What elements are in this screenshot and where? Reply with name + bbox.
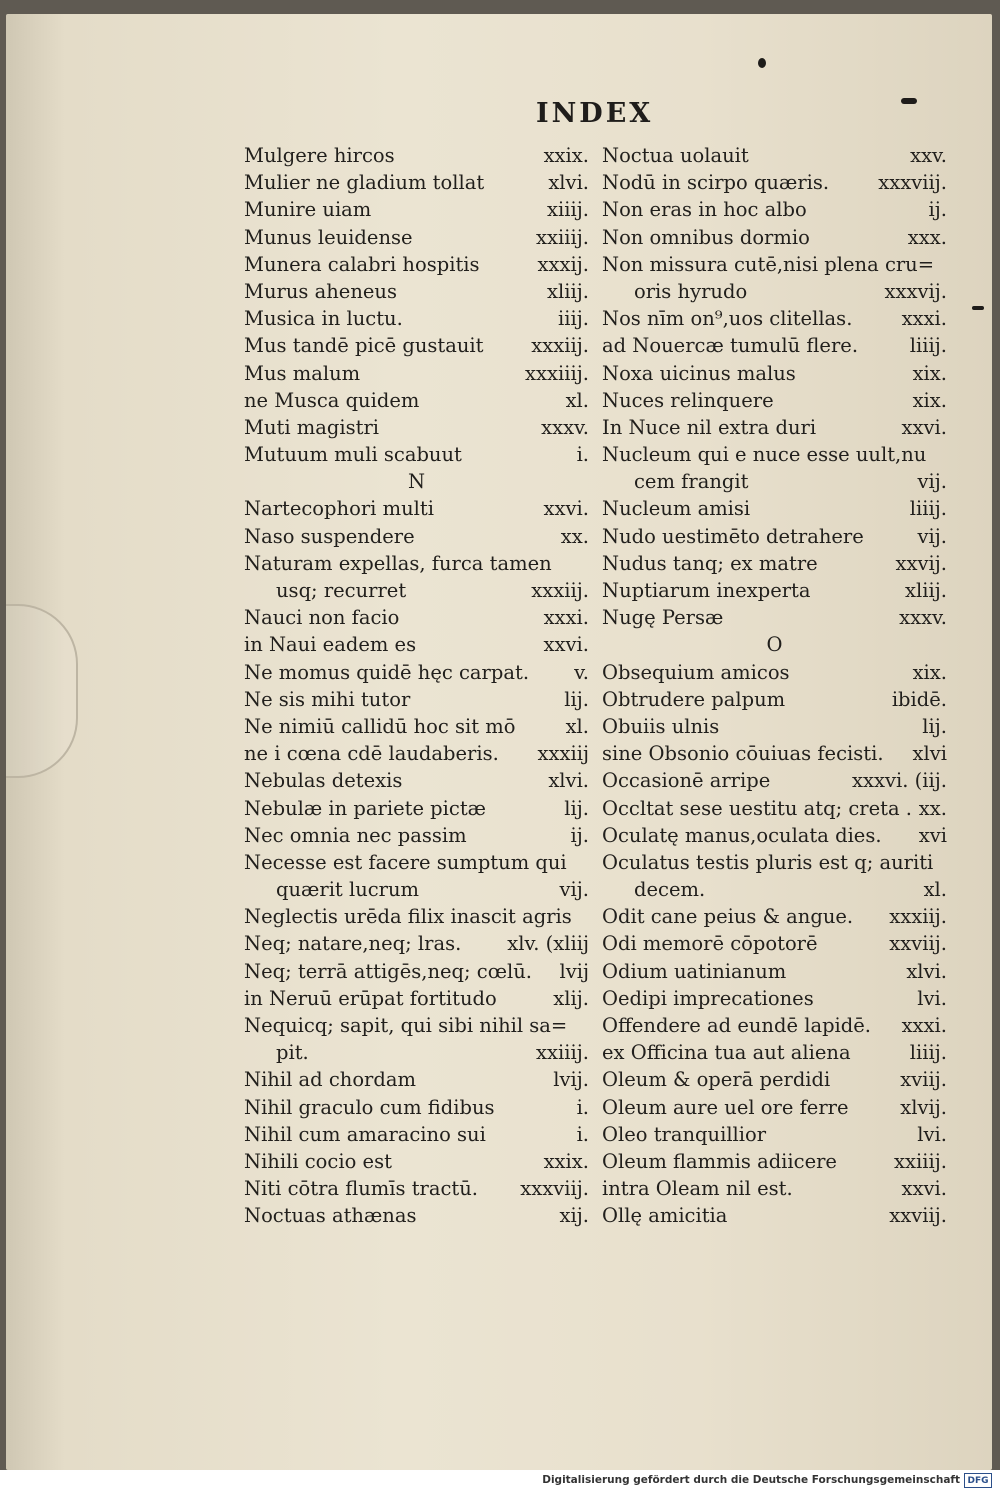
index-entry	[244, 659, 589, 686]
entry-reference: xx.	[918, 796, 947, 820]
entry-reference: iiij.	[558, 307, 589, 331]
entry-reference: xxvi.	[901, 415, 947, 439]
index-entry	[244, 849, 589, 876]
entry-text: ne i cœna cdē laudaberis.	[244, 742, 499, 766]
entry-reference: xxx.	[907, 225, 947, 249]
entry-reference: lij.	[922, 714, 947, 738]
index-entry	[602, 876, 947, 903]
entry-reference: xxviij.	[889, 932, 947, 956]
entry-text: Nihil graculo cum fidibus	[244, 1095, 495, 1119]
index-entry	[244, 876, 589, 903]
entry-text: Odit cane peius & angue.	[602, 905, 854, 929]
entry-text: Non eras in hoc albo	[602, 198, 807, 222]
entry-reference: xxvi.	[901, 1177, 947, 1201]
entry-reference: xlvij.	[900, 1095, 947, 1119]
entry-text: Nudo uestimēto detrahere	[602, 524, 864, 548]
entry-reference: xxxv.	[541, 415, 589, 439]
entry-text: Oleum aure uel ore ferre	[602, 1095, 849, 1119]
index-entry	[602, 305, 947, 332]
entry-text: Offendere ad eundē lapidē.	[602, 1014, 872, 1037]
index-entry	[244, 958, 589, 985]
index-entry	[602, 903, 947, 930]
section-letter	[602, 631, 947, 658]
index-entry	[244, 360, 589, 387]
index-entry	[244, 767, 589, 794]
entry-text: in Neruū erūpat fortitudo	[244, 986, 497, 1010]
book-page	[6, 14, 992, 1470]
entry-text: Obsequium amicos	[602, 660, 790, 684]
entry-text: Nucleum amisi	[602, 497, 751, 521]
index-entry	[602, 713, 947, 740]
entry-text: N	[407, 470, 426, 494]
index-entry	[602, 1202, 947, 1229]
index-entry	[244, 196, 589, 223]
index-entry	[244, 523, 589, 550]
index-entry	[602, 414, 947, 441]
entry-text: Nodū in scirpo quæris.	[602, 171, 830, 195]
entry-reference: xxxiiij.	[525, 361, 589, 385]
index-entry	[602, 740, 947, 767]
entry-text: Ne sis mihi tutor	[244, 687, 411, 711]
entry-reference: xlvi.	[548, 171, 589, 195]
entry-reference: xvi	[918, 823, 947, 847]
entry-reference: xxxvi. (iij.	[852, 769, 947, 793]
index-entry	[602, 169, 947, 196]
entry-reference: xviij.	[900, 1068, 947, 1092]
entry-text: sine Obsonio cōuiuas fecisti.	[602, 742, 884, 766]
entry-text: Naturam expellas, furca tamen	[244, 551, 552, 575]
index-entry	[244, 930, 589, 957]
entry-text: Mus malum	[244, 361, 361, 385]
entry-reference: xix.	[912, 388, 947, 412]
entry-text: Murus aheneus	[244, 279, 398, 303]
index-entry	[602, 1066, 947, 1093]
entry-text: ex Officina tua aut aliena	[602, 1041, 851, 1065]
entry-reference: vij.	[917, 524, 947, 548]
index-entry	[244, 441, 589, 468]
index-entry	[244, 251, 589, 278]
entry-text: Mulgere hircos	[244, 144, 395, 167]
entry-reference: xix.	[912, 660, 947, 684]
entry-reference: xij.	[559, 1204, 589, 1228]
entry-text: Mus tandē picē gustauit	[244, 334, 484, 358]
index-entry	[602, 224, 947, 251]
index-entry	[244, 1039, 589, 1066]
entry-reference: xxxiij	[537, 742, 589, 766]
entry-reference: xxxi.	[901, 307, 947, 331]
entry-text: Nauci non facio	[244, 606, 400, 630]
entry-text: Nihil cum amaracino sui	[244, 1122, 486, 1146]
index-entry	[602, 251, 947, 278]
ink-spot	[758, 58, 766, 68]
entry-reference: xxiiij.	[536, 1041, 589, 1065]
entry-text: Oleum & operā perdidi	[602, 1068, 831, 1092]
index-entry	[602, 985, 947, 1012]
entry-text: Nucleum qui e nuce esse uult,nu	[602, 443, 927, 467]
entry-text: usq; recurret	[276, 579, 407, 602]
index-entry	[244, 795, 589, 822]
index-entry	[244, 1175, 589, 1202]
entry-text: quærit lucrum	[276, 878, 420, 902]
index-entry	[602, 196, 947, 223]
entry-reference: xl.	[923, 878, 947, 902]
entry-reference: i.	[576, 1095, 589, 1119]
entry-text: Nihil ad chordam	[244, 1068, 416, 1092]
entry-reference: xlvi	[912, 742, 947, 766]
running-head: INDEX	[536, 98, 654, 129]
entry-reference: xxviij.	[889, 1204, 947, 1228]
index-column-right	[602, 142, 947, 1230]
index-entry	[244, 631, 589, 658]
entry-reference: xxxij.	[537, 252, 589, 276]
entry-text: Non omnibus dormio	[602, 225, 810, 249]
entry-reference: lij.	[564, 687, 589, 711]
entry-text: Obtrudere palpum	[602, 687, 786, 711]
index-entry	[602, 930, 947, 957]
section-letter	[244, 468, 589, 495]
index-entry	[244, 577, 589, 604]
entry-text: intra Oleam nil est.	[602, 1177, 793, 1201]
entry-reference: liiij.	[909, 1041, 947, 1065]
entry-text: Odi memorē cōpotorē	[602, 932, 818, 956]
entry-text: Musica in luctu.	[244, 307, 403, 331]
entry-reference: lvi.	[917, 986, 947, 1010]
entry-reference: xlvi.	[548, 769, 589, 793]
entry-text: Ollę amicitia	[602, 1204, 728, 1228]
entry-reference: xxxi.	[543, 606, 589, 630]
entry-reference: xxix.	[543, 144, 589, 167]
index-entry	[602, 1094, 947, 1121]
entry-text: Munus leuidense	[244, 225, 413, 249]
entry-text: Niti cōtra flumīs tractū.	[244, 1177, 479, 1201]
entry-text: Nartecophori multi	[244, 497, 434, 521]
index-entry	[244, 278, 589, 305]
dfg-logo: DFG	[964, 1473, 992, 1488]
ink-spot	[972, 306, 984, 310]
entry-reference: xl.	[565, 714, 589, 738]
index-entry	[602, 767, 947, 794]
index-entry	[602, 360, 947, 387]
page-tab	[6, 604, 78, 778]
entry-text: Mutuum muli scabuut	[244, 443, 462, 467]
index-entry	[244, 903, 589, 930]
index-entry	[244, 169, 589, 196]
entry-reference: ibidē.	[891, 687, 947, 711]
index-entry	[602, 468, 947, 495]
entry-text: Occltat sese uestitu atq; creta .	[602, 796, 912, 820]
index-entry	[244, 332, 589, 359]
entry-text: Oleum flammis adiicere	[602, 1149, 837, 1173]
entry-text: Oculatus testis pluris est q; auriti	[602, 850, 934, 874]
index-entry	[244, 305, 589, 332]
entry-text: Noctuas athænas	[244, 1204, 417, 1228]
entry-text: Ne nimiū callidū hoc sit mō	[244, 714, 516, 738]
index-entry	[244, 142, 589, 169]
entry-text: Nebulæ in pariete pictæ	[244, 796, 486, 820]
index-entry	[244, 495, 589, 522]
index-entry	[244, 224, 589, 251]
entry-text: pit.	[276, 1041, 309, 1065]
entry-text: Noxa uicinus malus	[602, 361, 796, 385]
entry-reference: xxvi.	[543, 633, 589, 657]
index-entry	[244, 822, 589, 849]
entry-text: Nihili cocio est	[244, 1149, 392, 1173]
entry-reference: i.	[576, 1122, 589, 1146]
index-entry	[244, 1094, 589, 1121]
entry-text: Mulier ne gladium tollat	[244, 171, 485, 195]
entry-reference: xxiiij.	[536, 225, 589, 249]
entry-text: Non missura cutē,nisi plena cru=	[602, 252, 935, 276]
entry-text: oris hyrudo	[634, 279, 748, 303]
entry-text: Nudus tanq; ex matre	[602, 551, 818, 575]
entry-reference: lvij.	[553, 1068, 589, 1092]
index-entry	[602, 604, 947, 631]
index-entry	[602, 849, 947, 876]
entry-text: O	[766, 633, 783, 657]
entry-reference: liiij.	[909, 334, 947, 358]
ink-spot	[901, 98, 917, 104]
index-entry	[244, 1012, 589, 1039]
entry-reference: vij.	[559, 878, 589, 902]
entry-text: Ne momus quidē hęc carpat.	[244, 660, 530, 684]
entry-reference: xxxi.	[901, 1014, 947, 1037]
entry-text: Nec omnia nec passim	[244, 823, 467, 847]
entry-text: Noctua uolauit	[602, 144, 749, 167]
index-entry	[244, 686, 589, 713]
index-entry	[602, 142, 947, 169]
index-entry	[602, 1039, 947, 1066]
entry-reference: xlij.	[553, 986, 589, 1010]
entry-text: Neq; terrā attigēs,neq; cœlū.	[244, 959, 533, 983]
entry-text: Muti magistri	[244, 415, 380, 439]
footer-credit: Digitalisierung gefördert durch die Deutsche Forschungsgemeinschaft	[542, 1474, 960, 1486]
entry-text: Oleo tranquillior	[602, 1122, 767, 1146]
entry-text: Odium uatinianum	[602, 959, 787, 983]
entry-text: Neq; natare,neq; lras.	[244, 932, 462, 956]
index-entry	[602, 1148, 947, 1175]
entry-reference: xxxiij.	[531, 579, 589, 602]
entry-reference: i.	[576, 443, 589, 467]
entry-text: Necesse est facere sumptum qui	[244, 850, 567, 874]
index-entry	[602, 278, 947, 305]
entry-text: Nuptiarum inexperta	[602, 579, 811, 602]
entry-reference: xxxvij.	[884, 279, 947, 303]
index-entry	[244, 387, 589, 414]
footer-bar	[0, 1470, 1000, 1492]
index-entry	[602, 958, 947, 985]
entry-reference: xxiiij.	[894, 1149, 947, 1173]
entry-text: Nos nīm on⁹,uos clitellas.	[602, 307, 853, 331]
index-entry	[244, 985, 589, 1012]
entry-reference: v.	[574, 660, 589, 684]
entry-reference: xiiij.	[547, 198, 589, 222]
entry-reference: xxxiij.	[531, 334, 589, 358]
index-entry	[602, 822, 947, 849]
entry-reference: xliij.	[905, 579, 947, 602]
entry-reference: ij.	[570, 823, 589, 847]
entry-reference: lvi.	[917, 1122, 947, 1146]
entry-text: ad Nouercæ tumulū flere.	[602, 334, 859, 358]
entry-text: Neglectis urēda filix inascit agris	[244, 905, 572, 929]
index-entry	[602, 1012, 947, 1039]
index-entry	[602, 550, 947, 577]
entry-reference: liiij.	[909, 497, 947, 521]
index-entry	[602, 795, 947, 822]
entry-reference: xxxviij.	[520, 1177, 589, 1201]
entry-reference: xliij.	[547, 279, 589, 303]
index-entry	[602, 659, 947, 686]
entry-text: Nuces relinquere	[602, 388, 774, 412]
entry-reference: xl.	[565, 388, 589, 412]
index-entry	[602, 577, 947, 604]
entry-text: Nebulas detexis	[244, 769, 403, 793]
entry-reference: ij.	[928, 198, 947, 222]
index-entry	[244, 713, 589, 740]
index-entry	[244, 604, 589, 631]
entry-text: Occasionē arripe	[602, 769, 771, 793]
entry-text: Nugę Persæ	[602, 606, 724, 630]
index-entry	[602, 495, 947, 522]
index-column-left	[244, 142, 589, 1230]
index-entry	[602, 441, 947, 468]
entry-text: decem.	[634, 878, 706, 902]
index-entry	[244, 1121, 589, 1148]
index-entry	[244, 740, 589, 767]
index-entry	[602, 332, 947, 359]
index-entry	[244, 1202, 589, 1229]
entry-reference: xxxiij.	[889, 905, 947, 929]
entry-reference: xix.	[912, 361, 947, 385]
index-entry	[244, 1066, 589, 1093]
entry-reference: xxvij.	[895, 551, 947, 575]
entry-reference: xxvi.	[543, 497, 589, 521]
entry-text: in Naui eadem es	[244, 633, 417, 657]
entry-reference: xxxviij.	[878, 171, 947, 195]
entry-text: Naso suspendere	[244, 524, 415, 548]
entry-reference: lvij	[559, 959, 589, 983]
index-entry	[602, 387, 947, 414]
index-entry	[602, 523, 947, 550]
entry-reference: xlv. (xliij	[507, 932, 589, 956]
index-entry	[602, 686, 947, 713]
entry-reference: vij.	[917, 470, 947, 494]
index-entry	[602, 1121, 947, 1148]
entry-text: Munire uiam	[244, 198, 372, 222]
entry-text: In Nuce nil extra duri	[602, 415, 817, 439]
entry-reference: xxxv.	[899, 606, 947, 630]
entry-text: ne Musca quidem	[244, 388, 420, 412]
entry-text: Obuiis ulnis	[602, 714, 720, 738]
entry-reference: xxv.	[910, 144, 947, 167]
entry-text: cem frangit	[634, 470, 749, 494]
index-entry	[244, 1148, 589, 1175]
entry-reference: xx.	[560, 524, 589, 548]
entry-reference: lij.	[564, 796, 589, 820]
entry-reference: xlvi.	[906, 959, 947, 983]
index-entry	[244, 550, 589, 577]
entry-text: Munera calabri hospitis	[244, 252, 480, 276]
entry-text: Oculatę manus,oculata dies.	[602, 823, 882, 847]
index-entry	[602, 1175, 947, 1202]
entry-text: Oedipi imprecationes	[602, 986, 814, 1010]
entry-text: Nequicq; sapit, qui sibi nihil sa=	[244, 1014, 568, 1037]
entry-reference: xxix.	[543, 1149, 589, 1173]
index-entry	[244, 414, 589, 441]
